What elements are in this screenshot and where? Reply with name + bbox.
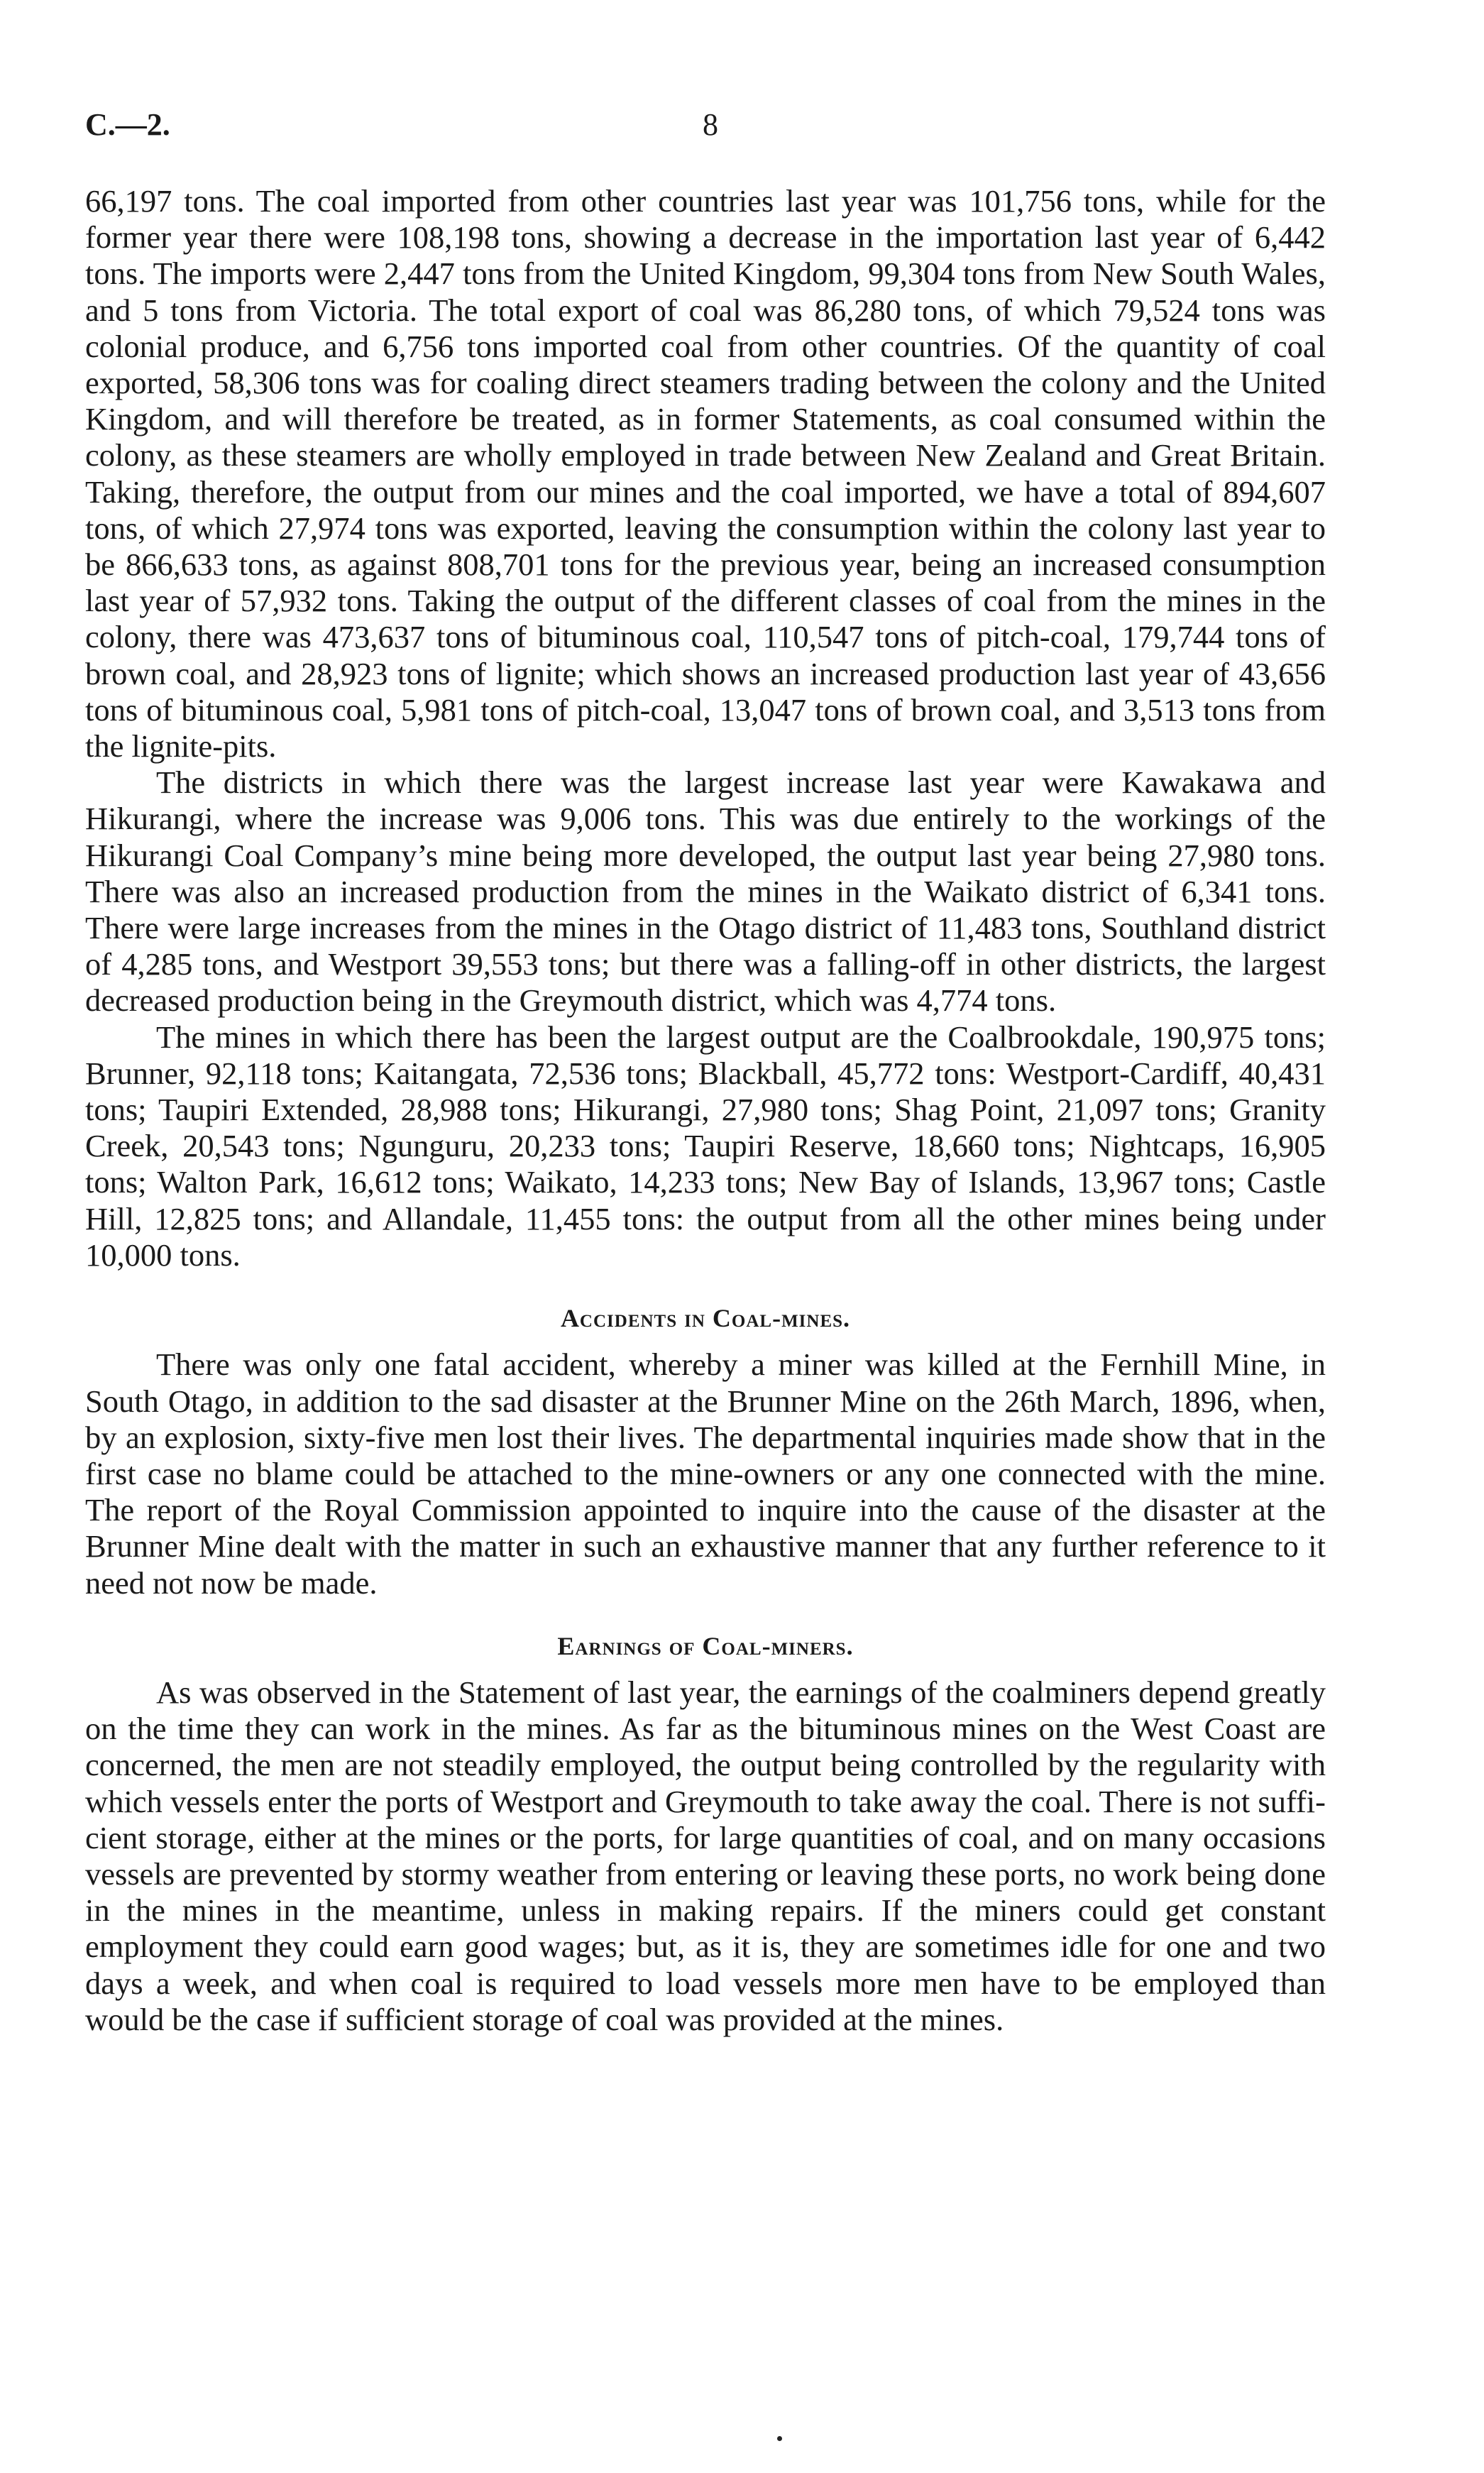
section-heading-accidents: Accidents in Coal-mines. (560, 1304, 851, 1333)
paragraph-earnings: As was observed in the Statement of last year, the earnings of the coalminers depend greatly on the time they can work in the mines. As far as the bituminous mines on the West Coast are concerned, the men are not steadily employed, the output being controlled by the regularity with which vessels enter the ports of Westport and Greymouth to take away the coal. There is not sufficient storage, either at the mines or the ports, for large quantities of coal, and on many occasions vessels are prevented by stormy weather from entering or leaving these ports, no work being done in the mines in the meantime, unless in making repairs. If the miners could get constant employment they could earn good wages; but, as it is, they are sometimes idle for one and two days a week, and when coal is required to load vessels more men have to be employed than would be the case if sufficient storage of coal was provided at the mines. (85, 1674, 1326, 2037)
document-reference: C.—2. (85, 107, 170, 142)
page-number: 8 (703, 107, 718, 142)
printer-mark-dot (777, 2436, 782, 2441)
paragraph-district-increases: The districts in which there was the largest increase last year were Kawakawa and Hikurangi, where the increase was 9,006 tons. This was due entirely to the workings of the Hikurangi Coal Company’s mine being more developed, the output last year being 27,980 tons. There was also an increased production from the mines in the Waikato district of 6,341 tons. There were large increases from the mines in the Otago district of 11,483 tons, Southland district of 4,285 tons, and Westport 39,553 tons; but there was a falling-off in other districts, the largest decreased production being in the Greymouth district, which was 4,774 tons. (85, 764, 1326, 1019)
paragraph-largest-outputs: The mines in which there has been the largest output are the Coalbrookdale, 190,975 tons; Brunner, 92,118 tons; Kaitangata, 72,536 tons; Blackball, 45,772 tons: Westport-Cardiff, 40,431 tons; Taupiri Extended, 28,988 tons; Hikurangi, 27,980 tons; Shag Point, 21,097 tons; Granity Creek, 20,543 tons; Ngunguru, 20,233 tons; Taupiri Reserve, 18,660 tons; Nightcaps, 16,905 tons; Walton Park, 16,612 tons; Waikato, 14,233 tons; New Bay of Islands, 13,967 tons; Castle Hill, 12,825 tons; and Allandale, 11,455 tons: the output from all the other mines being under 10,000 tons. (85, 1019, 1326, 1273)
body-text (85, 183, 1326, 2038)
section-heading-earnings: Earnings of Coal-miners. (557, 1631, 854, 1660)
paragraph-accidents: There was only one fatal accident, whereby a miner was killed at the Fernhill Mine, in South Otago, in addition to the sad disaster at the Brunner Mine on the 26th March, 1896, when, by an explosion, sixty-five men lost their lives. The departmental inquiries made show that in the first case no blame could be attached to the mine-owners or any one connected with the mine. The report of the Royal Commission appointed to inquire into the cause of the disaster at the Brunner Mine dealt with the matter in such an exhaustive manner that any further reference to it need not now be made. (85, 1347, 1326, 1601)
paragraph-coal-imports: 66,197 tons. The coal imported from other countries last year was 101,756 tons, while for the former year there were 108,198 tons, showing a decrease in the importation last year of 6,442 tons. The imports were 2,447 tons from the United Kingdom, 99,304 tons from New South Wales, and 5 tons from Victoria. The total export of coal was 86,280 tons, of which 79,524 tons was colonial produce, and 6,756 tons imported coal from other countries. Of the quantity of coal exported, 58,306 tons was for coaling direct steamers trading between the colony and the United Kingdom, and will therefore be treated, as in former Statements, as coal consumed within the colony, as these steamers are wholly employed in trade between New Zealand and Great Britain. Taking, therefore, the output from our mines and the coal imported, we have a total of 894,607 tons, of which 27,974 tons was exported, leaving the consumption within the colony last year to be 866,633 tons, as against 808,701 tons for the previous year, being an increased consumption last year of 57,932 tons. Taking the output of the different classes of coal from the mines in the colony, there was 473,637 tons of bituminous coal, 110,547 tons of pitch-coal, 179,744 tons of brown coal, and 28,923 tons of lignite; which shows an increased production last year of 43,656 tons of bituminous coal, 5,981 tons of pitch-coal, 13,047 tons of brown coal, and 3,513 tons from the lignite-pits. (85, 183, 1326, 764)
running-header (85, 106, 1391, 156)
